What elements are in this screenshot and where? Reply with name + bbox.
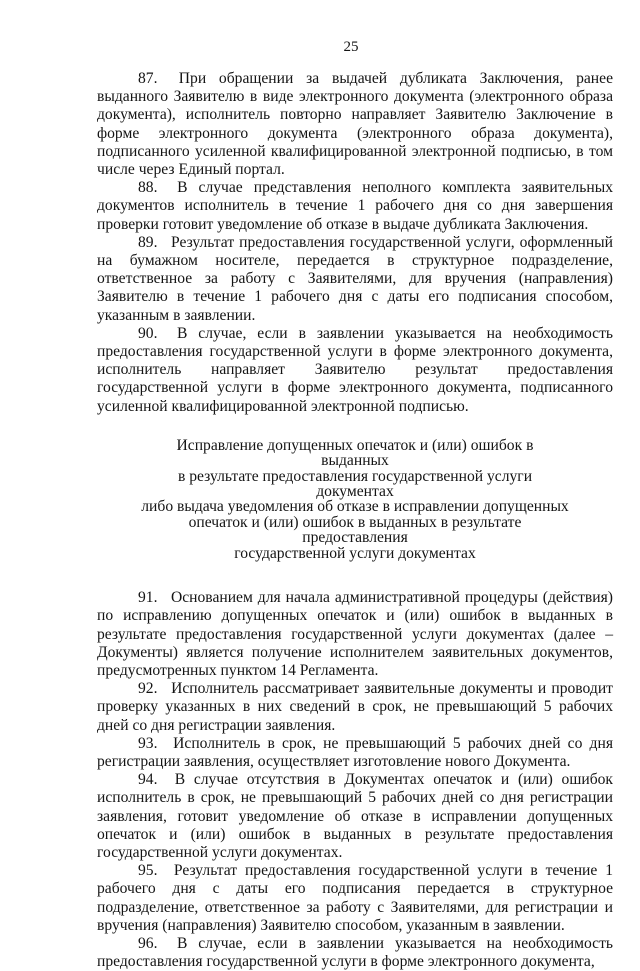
paragraph-number: 96. xyxy=(138,934,158,952)
paragraph-number: 91. xyxy=(138,589,158,607)
paragraph-92 xyxy=(97,680,613,735)
paragraph-96 xyxy=(97,935,613,971)
paragraph-text: Исполнитель рассматривает заявительные документы и проводит проверку указанных в них сведений в срок, не превышающий 5 рабочих дней со дня регистрации заявления. xyxy=(97,680,613,734)
paragraph-text: Основанием для начала административной процедуры (действия) по исправлению допущенных опечаток и (или) ошибок в выданных в результате предоставления государственной услуги документах (далее – Документы) является получение исполнителем заявительных документов, предусмотренных пунктом 14 Регламента. xyxy=(97,589,613,679)
paragraph-number: 93. xyxy=(138,734,158,752)
paragraph-number: 87. xyxy=(138,70,158,87)
paragraph-93 xyxy=(97,735,613,771)
section-heading-line: в результате предоставления государственной услуги документах xyxy=(177,467,533,501)
paragraph-90 xyxy=(97,325,613,416)
paragraph-text: В случае, если в заявлении указывается на необходимость предоставления государственной услуги в форме электронного документа, исполнитель направляет Заявителю результат предоставления государственной услуги в форме электронного документа, подписанного усиленной квалифицированной электронной подписью. xyxy=(97,324,613,415)
section-heading-line: опечаток и (или) ошибок в выданных в результате предоставления xyxy=(188,513,522,547)
paragraph-number: 90. xyxy=(138,324,158,342)
paragraph-text: Результат предоставления государственной услуги, оформленный на бумажном носителе, передается в структурное подразделение, ответственное за работу с Заявителями, для вручения (направления) Заявителю в течение 1 рабочего дня с даты его подписания способом, указанным в заявлении. xyxy=(97,233,613,324)
paragraph-87 xyxy=(97,70,613,179)
paragraph-text: При обращении за выдачей дубликата Заключения, ранее выданного Заявителю в виде электронного документа (электронного образа документа), исполнитель повторно направляет Заявителю Заключение в форме электронного документа (электронного образа документа), подписанного усиленной квалифицированной электронной подписью, в том числе через Единый портал. xyxy=(97,70,613,179)
section-heading-line: либо выдача уведомления об отказе в исправлении допущенных xyxy=(141,498,569,516)
paragraph-number: 88. xyxy=(138,179,158,197)
paragraph-91 xyxy=(97,589,613,680)
paragraph-number: 95. xyxy=(138,862,158,880)
paragraph-95 xyxy=(97,862,613,935)
paragraph-text: В случае представления неполного комплекта заявительных документов исполнитель в течение 1 рабочего дня со дня завершения проверки готовит уведомление об отказе в выдаче дубликата Заключения. xyxy=(97,179,614,233)
page-number: 25 xyxy=(343,39,359,55)
paragraph-89 xyxy=(97,234,613,325)
section-heading-line: Исправление допущенных опечаток и (или) ошибок в выданных xyxy=(176,436,534,470)
paragraph-number: 92. xyxy=(138,680,158,698)
paragraph-text: Результат предоставления государственной услуги в течение 1 рабочего дня с даты его подписания передается в структурное подразделение, ответственное за работу с Заявителями, для регистрации и вручения (направления) Заявителю способом, указанным в заявлении. xyxy=(97,862,613,934)
section-heading xyxy=(141,438,569,561)
paragraph-88 xyxy=(97,179,613,234)
paragraph-number: 94. xyxy=(138,771,158,789)
paragraph-text: В случае отсутствия в Документах опечаток и (или) ошибок исполнитель в срок, не превышающий 5 рабочих дней со дня регистрации заявления, готовит уведомление об отказе в исправлении допущенных опечаток и (или) ошибок в выданных в результате предоставления государственной услуги документах. xyxy=(97,771,613,861)
section-heading-line: государственной услуги документах xyxy=(234,544,476,562)
paragraph-text: В случае, если в заявлении указывается на необходимость предоставления государственной услуги в форме электронного документа, xyxy=(97,934,613,971)
paragraph-number: 89. xyxy=(138,233,158,251)
paragraph-text: Исполнитель в срок, не превышающий 5 рабочих дней со дня регистрации заявления, осуществляет изготовление нового Документа. xyxy=(97,734,613,770)
paragraph-94 xyxy=(97,771,613,862)
